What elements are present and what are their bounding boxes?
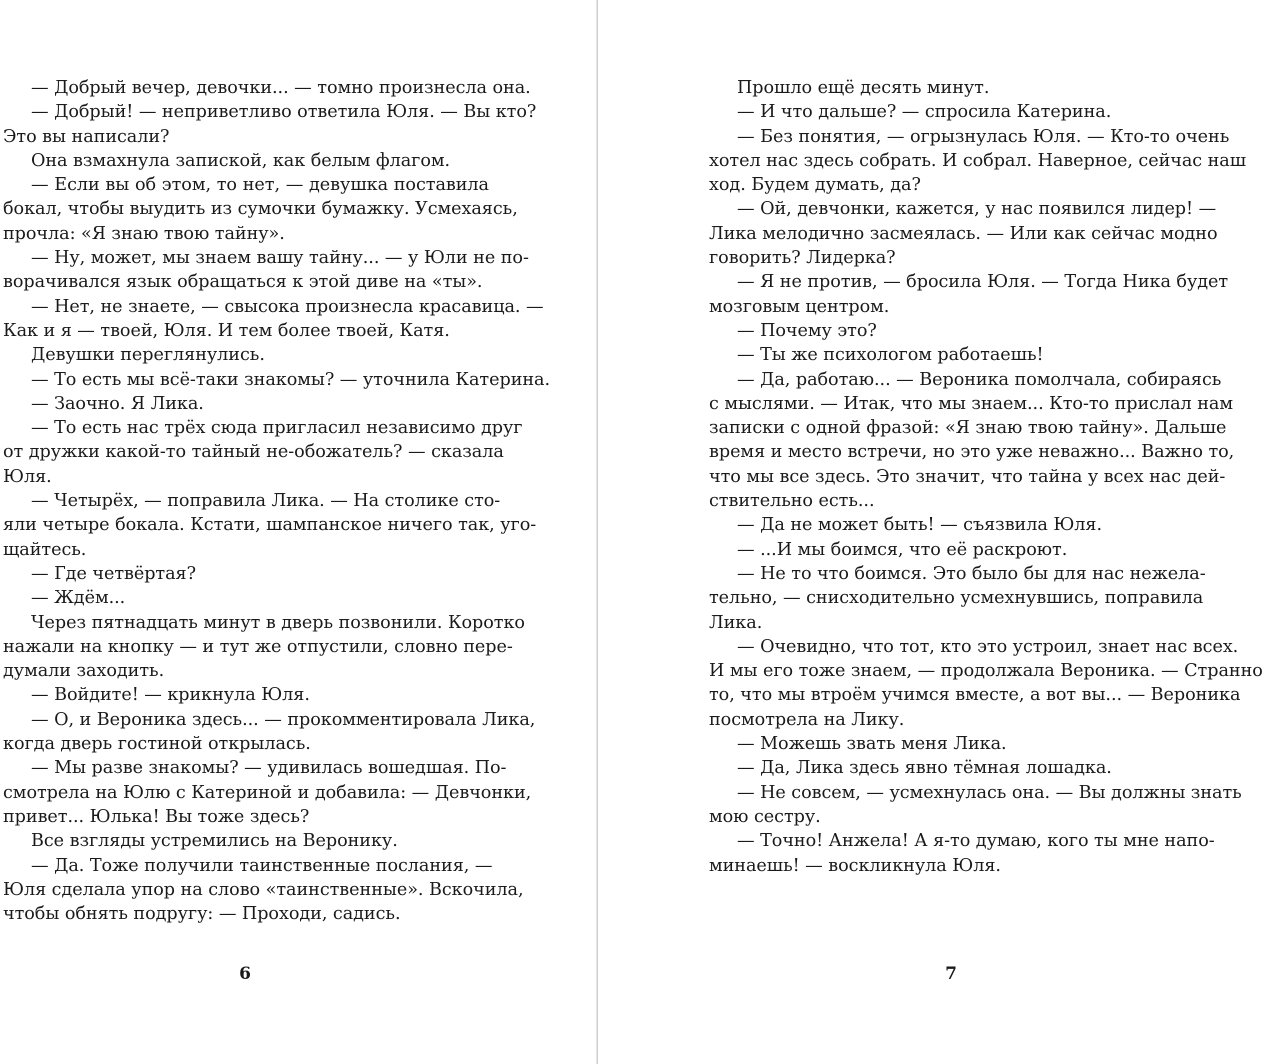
- page-number-right: 7: [945, 964, 957, 984]
- text-line: Юля.: [3, 466, 52, 487]
- text-line: с мыслями. — Итак, что мы знаем... Кто-то прислал нам: [709, 393, 1233, 414]
- text-line: Через пятнадцать минут в дверь позвонили. Коротко: [31, 612, 525, 633]
- text-line: И мы его тоже знаем, — продолжала Вероника. — Странно: [709, 661, 1263, 682]
- text-line: — Я не против, — бросила Юля. — Тогда Ника будет: [737, 272, 1229, 293]
- right-page: [598, 0, 1263, 1064]
- text-line: — ...И мы боимся, что её раскроют.: [737, 539, 1068, 560]
- text-line: то, что мы втроём учимся вместе, а вот вы... — Вероника: [709, 685, 1241, 706]
- text-line: что мы все здесь. Это значит, что тайна у всех нас дей-: [709, 466, 1226, 487]
- text-line: — Да. Тоже получили таинственные послания, —: [31, 855, 493, 876]
- text-line: Юля сделала упор на слово «таинственные». Вскочила,: [3, 879, 524, 900]
- text-line: — Да не может быть! — съязвила Юля.: [737, 515, 1103, 536]
- text-line: щайтесь.: [3, 539, 87, 560]
- text-line: говорить? Лидерка?: [709, 248, 896, 269]
- text-line: — Ты же психологом работаешь!: [737, 345, 1044, 366]
- text-line: Это вы написали?: [3, 126, 170, 147]
- text-line: тельно, — снисходительно усмехнувшись, поправила: [709, 588, 1204, 609]
- text-line: когда дверь гостиной открылась.: [3, 734, 311, 755]
- text-line: от дружки какой-то тайный не-обожатель? — сказала: [3, 442, 504, 463]
- text-line: — Ну, может, мы знаем вашу тайну... — у Юли не по-: [31, 248, 529, 269]
- text-line: нажали на кнопку — и тут же отпустили, словно пере-: [3, 636, 513, 657]
- text-line: — Если вы об этом, то нет, — девушка поставила: [31, 175, 489, 196]
- text-line: яли четыре бокала. Кстати, шампанское ничего так, уго-: [3, 515, 537, 536]
- text-line: ворачивался язык обращаться к этой диве на «ты».: [3, 272, 483, 293]
- text-line: — Где четвёртая?: [31, 563, 196, 584]
- text-line: минаешь! — воскликнула Юля.: [709, 855, 1001, 876]
- text-line: — Нет, не знаете, — свысока произнесла красавица. —: [31, 296, 544, 317]
- left-page-text: [3, 76, 551, 926]
- text-line: Как и я — твоей, Юля. И тем более твоей, Катя.: [3, 320, 450, 341]
- text-line: — Не совсем, — усмехнулась она. — Вы должны знать: [737, 782, 1242, 803]
- text-line: Лика.: [709, 612, 763, 633]
- text-line: мою сестру.: [709, 806, 821, 827]
- text-line: — Мы разве знакомы? — удивилась вошедшая. По-: [31, 758, 507, 779]
- text-line: — Добрый! — неприветливо ответила Юля. — Вы кто?: [31, 102, 537, 123]
- text-line: — Да, Лика здесь явно тёмная лошадка.: [737, 758, 1112, 779]
- text-line: думали заходить.: [3, 661, 165, 682]
- text-line: ход. Будем думать, да?: [709, 175, 921, 196]
- text-line: Все взгляды устремились на Веронику.: [31, 831, 398, 852]
- text-line: — Можешь звать меня Лика.: [737, 734, 1007, 755]
- text-line: — О, и Вероника здесь... — прокомментировала Лика,: [31, 709, 536, 730]
- text-line: — Почему это?: [737, 320, 877, 341]
- text-line: Лика мелодично засмеялась. — Или как сейчас модно: [709, 223, 1218, 244]
- text-line: Она взмахнула запиской, как белым флагом.: [31, 150, 451, 171]
- text-line: — Очевидно, что тот, кто это устроил, знает нас всех.: [737, 636, 1239, 657]
- text-line: — Четырёх, — поправила Лика. — На столике сто-: [31, 491, 501, 512]
- text-line: посмотрела на Лику.: [709, 709, 905, 730]
- text-line: время и место встречи, но это уже неважно... Важно то,: [709, 442, 1235, 463]
- text-line: — Да, работаю... — Вероника помолчала, собираясь: [737, 369, 1222, 390]
- text-line: бокал, чтобы выудить из сумочки бумажку. Усмехаясь,: [3, 199, 518, 220]
- text-line: Прошло ещё десять минут.: [737, 78, 990, 98]
- text-line: Девушки переглянулись.: [31, 345, 265, 366]
- text-line: — То есть мы всё-таки знакомы? — уточнила Катерина.: [31, 369, 551, 390]
- text-line: — Ой, девчонки, кажется, у нас появился лидер! —: [737, 199, 1217, 220]
- text-line: смотрела на Юлю с Катериной и добавила: — Девчонки,: [3, 782, 532, 803]
- text-line: — И что дальше? — спросила Катерина.: [737, 102, 1112, 123]
- left-page: [0, 0, 597, 1064]
- text-line: — Заочно. Я Лика.: [31, 393, 204, 414]
- text-line: — Без понятия, — огрызнулась Юля. — Кто-то очень: [737, 126, 1230, 147]
- text-line: ствительно есть...: [709, 491, 875, 512]
- text-line: — Не то что боимся. Это было бы для нас нежела-: [737, 563, 1206, 584]
- text-line: мозговым центром.: [709, 296, 890, 317]
- text-line: записки с одной фразой: «Я знаю твою тайну». Дальше: [709, 418, 1227, 439]
- right-page-text: [709, 76, 1263, 878]
- text-line: — Добрый вечер, девочки... — томно произнесла она.: [31, 78, 531, 98]
- text-line: прочла: «Я знаю твою тайну».: [3, 223, 285, 244]
- text-line: чтобы обнять подругу: — Проходи, садись.: [3, 904, 401, 925]
- page-number-left: 6: [239, 964, 251, 984]
- text-line: хотел нас здесь собрать. И собрал. Наверное, сейчас наш: [709, 150, 1247, 171]
- text-line: — То есть нас трёх сюда пригласил независимо друг: [31, 418, 523, 439]
- text-line: — Точно! Анжела! А я-то думаю, кого ты мне напо-: [737, 831, 1215, 852]
- text-line: — Войдите! — крикнула Юля.: [31, 685, 310, 706]
- text-line: привет... Юлька! Вы тоже здесь?: [3, 806, 310, 827]
- text-line: — Ждём...: [31, 588, 126, 609]
